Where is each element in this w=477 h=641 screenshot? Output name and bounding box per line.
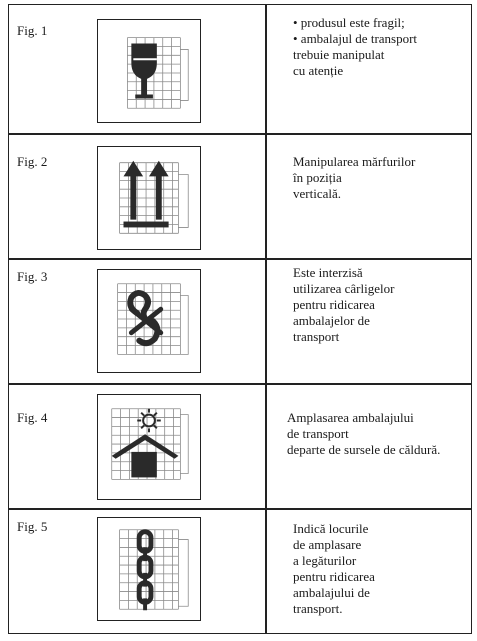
table-row-fig-5	[9, 509, 471, 633]
symbols-table	[8, 4, 472, 634]
description-line: pentru ridicarea	[293, 297, 375, 312]
fig-label: Fig. 2	[17, 154, 48, 169]
description-line: cu atenție	[293, 63, 344, 78]
description-line: • produsul este fragil;	[293, 15, 405, 30]
description-line: ambalajelor de	[293, 313, 370, 328]
fragile-wineglass-icon	[97, 19, 201, 123]
description-line: în poziția	[293, 170, 342, 185]
table-row-fig-2	[9, 134, 471, 258]
table-row-fig-1	[9, 5, 471, 133]
description-line: de transport	[287, 426, 349, 441]
fig-label: Fig. 1	[17, 23, 48, 38]
description-line: verticală.	[293, 186, 341, 201]
description-line: Manipularea mărfurilor	[293, 154, 416, 169]
description	[287, 410, 465, 458]
description-line: transport	[293, 329, 340, 344]
description-line: ambalajului de	[293, 585, 370, 600]
description	[293, 154, 471, 202]
table-row-fig-3	[9, 259, 471, 383]
description-line: de amplasare	[293, 537, 362, 552]
fig-label: Fig. 5	[17, 519, 48, 534]
this-way-up-arrows-icon	[97, 146, 201, 250]
sling-here-chain-icon	[97, 517, 201, 621]
description	[293, 15, 471, 79]
description	[293, 265, 471, 345]
fig-label: Fig. 3	[17, 269, 48, 284]
description-line: Este interzisă	[293, 265, 363, 280]
keep-away-from-heat-icon	[97, 394, 201, 500]
description-line: departe de sursele de căldură.	[287, 442, 441, 457]
fig-label: Fig. 4	[17, 410, 48, 425]
description-line: transport.	[293, 601, 343, 616]
no-hooks-icon	[97, 269, 201, 373]
description-line: a legăturilor	[293, 553, 357, 568]
table-row-fig-4	[9, 384, 471, 508]
description-line: • ambalajul de transport	[293, 31, 418, 46]
description-line: Indică locurile	[293, 521, 369, 536]
description-line: Amplasarea ambalajului	[287, 410, 414, 425]
description-line: utilizarea cârligelor	[293, 281, 395, 296]
description-line: trebuie manipulat	[293, 47, 385, 62]
description	[293, 521, 471, 617]
description-line: pentru ridicarea	[293, 569, 375, 584]
